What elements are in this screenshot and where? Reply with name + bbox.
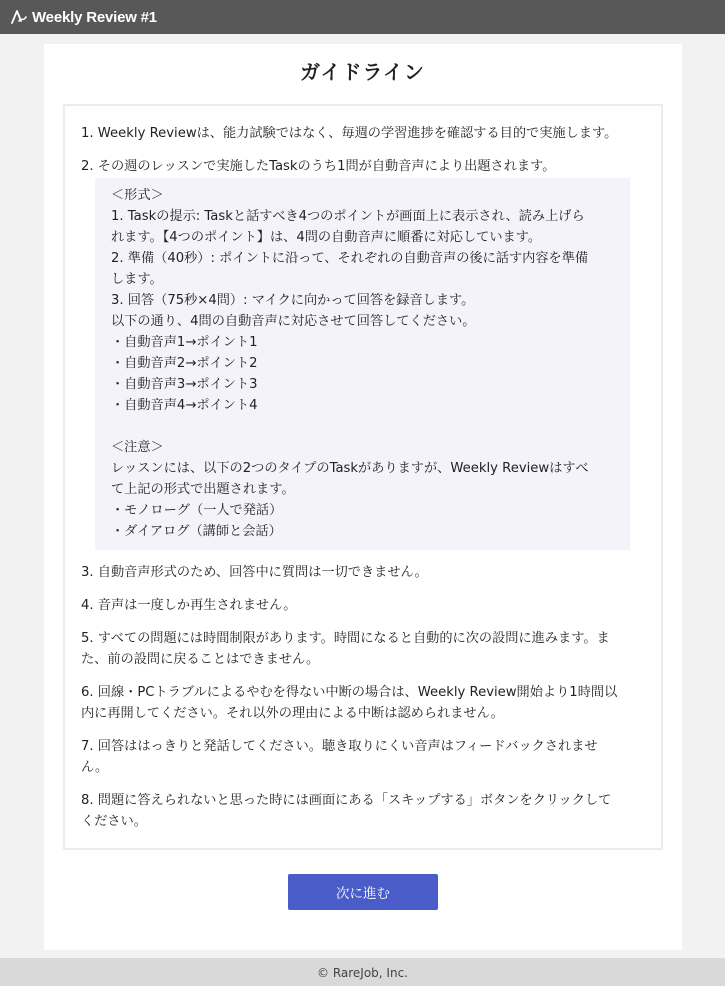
top-bar xyxy=(0,0,725,34)
guideline-item-5: 5. すべての問題には時間制限があります。時間になると自動的に次の設問に進みます。ま xyxy=(81,631,610,646)
next-button[interactable]: 次に進む xyxy=(288,874,438,910)
format-line: ・自動音声1→ポイント1 xyxy=(111,335,258,350)
guideline-item-7: 7. 回答ははっきりと発話してください。聴き取りにくい音声はフィードバックされませ xyxy=(81,739,598,754)
app-title: Weekly Review #1 xyxy=(32,8,157,26)
guideline-item-4: 4. 音声は一度しか再生されません。 xyxy=(81,598,297,613)
guideline-item-1: 1. Weekly Reviewは、能力試験ではなく、毎週の学習進捗を確認する目的で実施します。 xyxy=(81,126,618,141)
guideline-item-8: 8. 問題に答えられないと思った時には画面にある「スキップする」ボタンをクリックして xyxy=(81,793,612,808)
format-line: ・自動音声2→ポイント2 xyxy=(111,356,258,371)
format-line: 1. Taskの提示: Taskと話すべき4つのポイントが画面上に表示され、読み上げら xyxy=(111,209,585,224)
guideline-item-7-cont: ん。 xyxy=(81,760,109,775)
format-line: ・自動音声3→ポイント3 xyxy=(111,377,258,392)
guideline-item-5-cont: た、前の設問に戻ることはできません。 xyxy=(81,652,320,667)
guideline-item-8-cont: ください。 xyxy=(81,814,147,829)
format-line: 2. 準備（40秒）: ポイントに沿って、それぞれの自動音声の後に話す内容を準備 xyxy=(111,251,589,266)
format-line: 3. 回答（75秒×4問）: マイクに向かって回答を録音します。 xyxy=(111,293,475,308)
format-line: れます。【4つのポイント】は、4問の自動音声に順番に対応しています。 xyxy=(111,230,542,245)
format-line: ・自動音声4→ポイント4 xyxy=(111,398,258,413)
guideline-item-6-cont: 内に再開してください。それ以外の理由による中断は認められません。 xyxy=(81,706,504,721)
footer-copyright: © RareJob, Inc. xyxy=(0,958,725,986)
guideline-item-3: 3. 自動音声形式のため、回答中に質問は一切できません。 xyxy=(81,565,428,580)
guideline-item-2: 2. その週のレッスンで実施したTaskのうち1問が自動音声により出題されます。 xyxy=(81,159,556,174)
format-line: て上記の形式で出題されます。 xyxy=(111,482,295,497)
format-line: ・モノローグ（一人で発話） xyxy=(111,503,283,518)
rarejob-logo-icon xyxy=(10,8,28,26)
page-title: ガイドライン xyxy=(300,60,425,84)
caution-heading: ＜注意＞ xyxy=(111,440,164,455)
format-line: レッスンには、以下の2つのタイプのTaskがありますが、Weekly Reviewはすべ xyxy=(111,461,589,476)
format-heading: ＜形式＞ xyxy=(111,188,164,203)
format-line: します。 xyxy=(111,272,163,287)
format-line: 以下の通り、4問の自動音声に対応させて回答してください。 xyxy=(111,314,476,329)
format-line: ・ダイアログ（講師と会話） xyxy=(111,524,282,539)
guideline-item-6: 6. 回線・PCトラブルによるやむを得ない中断の場合は、Weekly Review開始より1時間以 xyxy=(81,685,618,700)
